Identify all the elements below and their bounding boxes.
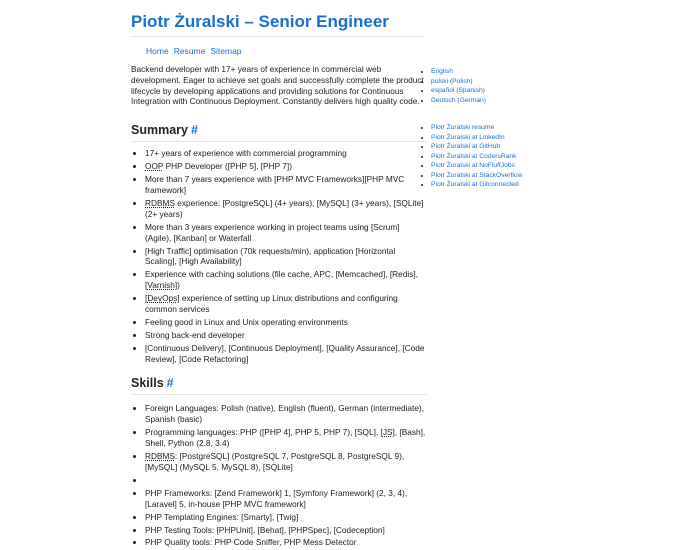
rdbms-abbr: RDBMS	[145, 197, 175, 208]
profile-item	[431, 142, 522, 152]
language-item	[431, 67, 486, 77]
profile-item	[431, 171, 522, 181]
profile-item	[431, 152, 522, 162]
oop-abbr: OOP	[145, 161, 164, 172]
skills-heading-text: Skills	[131, 376, 164, 391]
profile-link-nofluffjobs[interactable]: Piotr Żuralski at NoFluffJobs	[431, 162, 515, 169]
summary-heading-text: Summary	[131, 123, 188, 138]
profile-item	[431, 180, 522, 190]
devops-abbr: DevOps	[147, 293, 178, 304]
summary-list	[131, 148, 427, 364]
language-link-german[interactable]: Deutsch (German)	[431, 96, 487, 104]
list-item: • [Continuous Delivery], [Continuous Deployment], [Quality Assurance], [Code Review], [Code Refactoring]	[145, 343, 427, 365]
profile-link-github[interactable]: Piotr Żuralski at GitHub	[431, 143, 501, 150]
nav-home-link[interactable]: Home	[146, 46, 169, 56]
language-item	[431, 77, 486, 87]
rdbms-abbr: RDBMS	[145, 450, 175, 461]
list-item: • RDBMS experience: [PostgreSQL] (4+ years), [MySQL] (3+ years), [SQLite] (2+ years)	[145, 198, 427, 220]
summary-heading	[131, 123, 427, 137]
list-item: • [DevOps] experience of setting up Linux distributions and configuring common services	[145, 293, 427, 315]
language-switcher	[425, 67, 486, 105]
list-item: • More than 7 years experience with [PHP MVC Frameworks][PHP MVC framework]	[145, 174, 427, 196]
language-link-polish[interactable]: polski (Polish)	[431, 77, 473, 85]
list-item: • More than 3 years experience working in project teams using [Scrum] (Agile), [Kanban] or Waterfall	[145, 222, 427, 244]
profile-link-gitconnected[interactable]: Piotr Żuralski at Gitconnected	[431, 181, 519, 188]
intro-paragraph: Backend developer with 17+ years of experience in commercial web development. Eager to achieve set goals and successfully complete the product lifecycle by developing applications and providing solutions for Continuous Integration with Continuous Deployment. Constantly delivers high quality code.	[131, 64, 424, 107]
resume-content	[131, 64, 427, 550]
skills-heading	[131, 376, 427, 390]
skills-divider	[131, 394, 427, 395]
nav-sitemap-link[interactable]: Sitemap	[210, 46, 242, 56]
list-item: • 17+ years of experience with commercial programming	[145, 148, 427, 159]
list-item: • RDBMS: [PostgreSQL] (PostgreSQL 7, PostgreSQL 8, PostgreSQL 9), [MySQL] (MySQL 5, MySQL 8), [SQLite]	[145, 451, 427, 473]
list-item: • Foreign Languages: Polish (native), English (fluent), German (intermediate), Spanish (basic)	[145, 403, 427, 425]
page-title[interactable]: Piotr Żuralski – Senior Engineer	[131, 12, 389, 31]
varnish-abbr: Varnish	[147, 280, 175, 291]
list-item: • Strong back-end developer	[145, 330, 427, 341]
profile-link-stackoverflow[interactable]: Piotr Żuralski at StackOverflow	[431, 171, 523, 179]
language-link-english[interactable]: English	[431, 68, 453, 75]
language-link-spanish[interactable]: español (Spanish)	[431, 87, 485, 94]
profile-link-resume[interactable]: Piotr Żuralski resume	[431, 124, 495, 131]
profile-item	[431, 161, 522, 171]
list-item: • Programming languages: PHP ([PHP 4], PHP 5, PHP 7), [SQL], [JS], [Bash], Shell, Python (2.8, 3.4)	[145, 427, 427, 449]
profile-link-linkedin[interactable]: Piotr Żuralski at LinkedIn	[431, 133, 505, 141]
profile-item	[431, 123, 522, 133]
summary-anchor-link[interactable]: #	[190, 123, 198, 138]
profile-item	[431, 133, 522, 143]
list-item: • PHP Quality tools: PHP Code Sniffer, PHP Mess Detector	[145, 537, 427, 548]
language-item	[431, 96, 486, 106]
list-item	[145, 475, 427, 486]
main-nav	[146, 46, 242, 56]
list-item: • OOP PHP Developer ([PHP 5], [PHP 7])	[145, 161, 427, 172]
list-item: • Experience with caching solutions (file cache, APC, [Memcached], [Redis], [Varnish])	[145, 269, 427, 291]
skills-anchor-link[interactable]: #	[166, 376, 174, 391]
list-item: • PHP Testing Tools: [PHPUnit], [Behat], [PHPSpec], [Codeception]	[145, 525, 427, 536]
list-item: • [High Traffic] optimisation (70k requests/min), application [Horizontal Scaling], [High Availability]	[145, 246, 427, 268]
list-item: • PHP Frameworks: [Zend Framework] 1, [Symfony Framework] (2, 3, 4), [Laravel] 5, in-house [PHP MVC framework]	[145, 488, 427, 510]
nav-resume-link[interactable]: Resume	[173, 46, 206, 56]
language-item	[431, 86, 486, 96]
profile-link-codersrank[interactable]: Piotr Żuralski at CodersRank	[431, 152, 517, 160]
js-abbr: JS	[382, 427, 393, 438]
list-item: • Feeling good in Linux and Unix operating environments	[145, 317, 427, 328]
skills-list	[131, 403, 427, 548]
list-item: • PHP Templating Engines: [Smarty], [Twig]	[145, 512, 427, 523]
profile-links	[425, 123, 522, 190]
title-divider	[131, 36, 425, 37]
summary-divider	[131, 141, 427, 142]
